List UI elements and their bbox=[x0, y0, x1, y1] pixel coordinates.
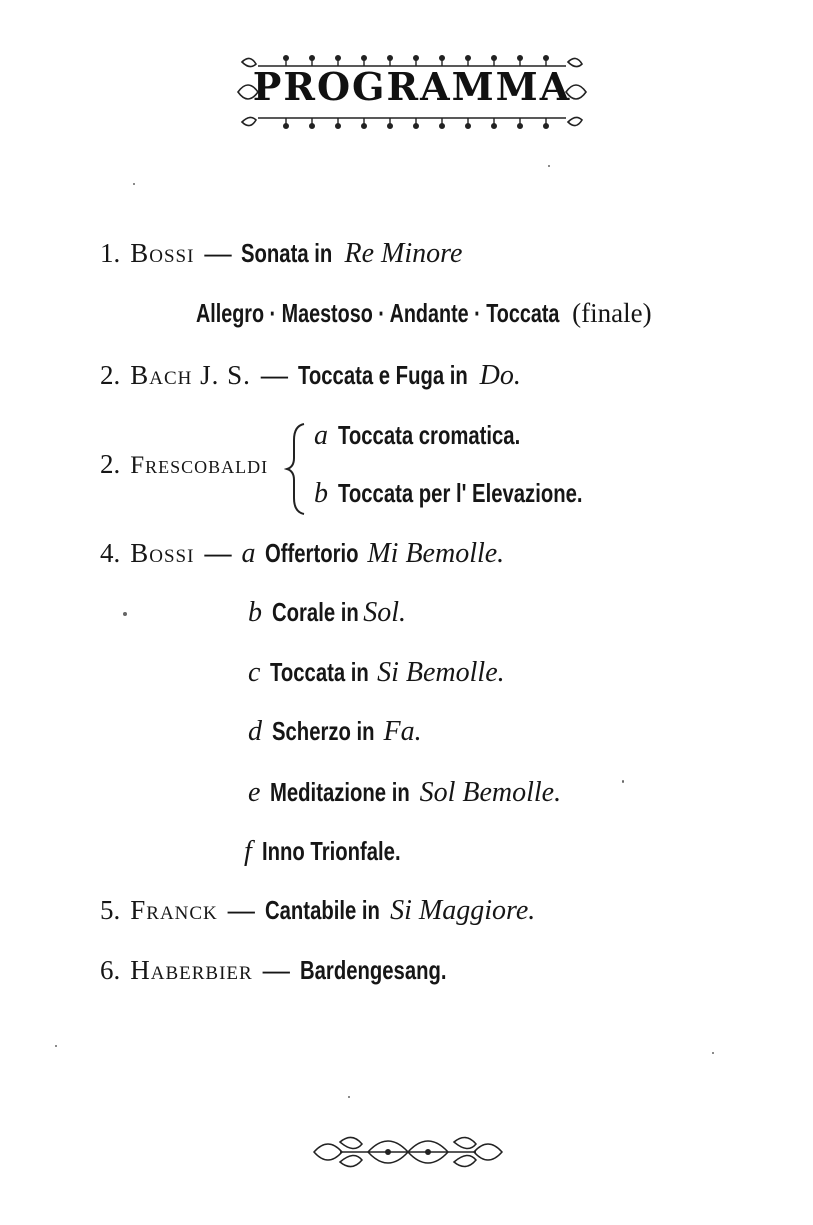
item-number: 2. bbox=[100, 360, 121, 390]
sub-letter: b bbox=[248, 597, 262, 628]
work-title: Toccata cromatica. bbox=[338, 420, 521, 450]
work-key: Si Bemolle. bbox=[377, 657, 505, 688]
work-title: Scherzo in bbox=[272, 716, 375, 746]
program-item-4d bbox=[248, 716, 422, 748]
program-item-4f bbox=[244, 836, 439, 868]
sub-letter: d bbox=[248, 716, 262, 747]
item-number: 6. bbox=[100, 955, 121, 985]
composer-name: Bossi bbox=[130, 538, 195, 568]
work-title: Bardengesang. bbox=[299, 955, 447, 985]
title-banner bbox=[228, 48, 596, 136]
work-key: Fa. bbox=[383, 716, 422, 747]
program-item-1 bbox=[100, 238, 462, 270]
movements-suffix: (finale) bbox=[572, 298, 652, 328]
composer-name: Haberbier bbox=[130, 955, 253, 985]
program-item-4b bbox=[248, 597, 406, 629]
program-item-3 bbox=[100, 449, 268, 480]
work-key: Si Maggiore. bbox=[390, 895, 536, 926]
work-title: Toccata in bbox=[270, 657, 370, 687]
work-key: Sol Bemolle. bbox=[419, 777, 562, 808]
work-key: Mi Bemolle. bbox=[367, 538, 505, 569]
item-number: 4. bbox=[100, 538, 121, 568]
item-dash: — bbox=[262, 955, 290, 985]
program-item-4c bbox=[248, 657, 505, 689]
item-dash: — bbox=[260, 360, 288, 390]
sub-letter: c bbox=[248, 657, 261, 688]
composer-name: Bach J. S. bbox=[130, 360, 251, 390]
movements-list: Allegro · Maestoso · Andante · Toccata bbox=[196, 298, 560, 328]
item-dash: — bbox=[204, 238, 232, 268]
item-number: 1. bbox=[100, 238, 121, 268]
program-item-1-movements bbox=[196, 298, 652, 329]
work-title: Corale in bbox=[272, 597, 359, 627]
program-item-3a bbox=[314, 420, 572, 452]
item-dash: — bbox=[227, 895, 255, 925]
work-title: Toccata per l' Elevazione. bbox=[338, 478, 583, 508]
item-number: 5. bbox=[100, 895, 121, 925]
footer-ornament-icon bbox=[310, 1128, 506, 1176]
work-key: Do. bbox=[479, 360, 521, 391]
work-key: Sol. bbox=[363, 597, 407, 628]
work-title: Toccata e Fuga in bbox=[297, 360, 468, 390]
item-dash: — bbox=[204, 538, 232, 568]
sub-letter: a bbox=[241, 538, 256, 569]
composer-name: Bossi bbox=[130, 238, 195, 268]
work-title: Cantabile in bbox=[264, 895, 380, 925]
sub-letter: b bbox=[314, 478, 328, 509]
work-title: Inno Trionfale. bbox=[261, 836, 401, 866]
page-title: PROGRAMMA bbox=[252, 64, 572, 109]
sub-letter: a bbox=[314, 420, 328, 451]
work-title: Meditazione in bbox=[270, 777, 411, 807]
sub-letter: f bbox=[244, 836, 252, 867]
program-item-6 bbox=[100, 955, 488, 986]
program-item-5 bbox=[100, 895, 535, 927]
program-item-4e bbox=[248, 777, 561, 809]
brace-icon bbox=[284, 420, 310, 518]
sub-letter: e bbox=[248, 777, 261, 808]
work-key: Re Minore bbox=[344, 238, 463, 269]
item-number: 2. bbox=[100, 449, 121, 479]
work-title: Offertorio bbox=[265, 538, 359, 568]
program-item-4 bbox=[100, 538, 504, 570]
work-title: Sonata in bbox=[241, 238, 333, 268]
program-item-2 bbox=[100, 360, 521, 392]
composer-name: Franck bbox=[130, 895, 218, 925]
composer-name: Frescobaldi bbox=[130, 452, 269, 479]
program-item-3b bbox=[314, 478, 652, 510]
